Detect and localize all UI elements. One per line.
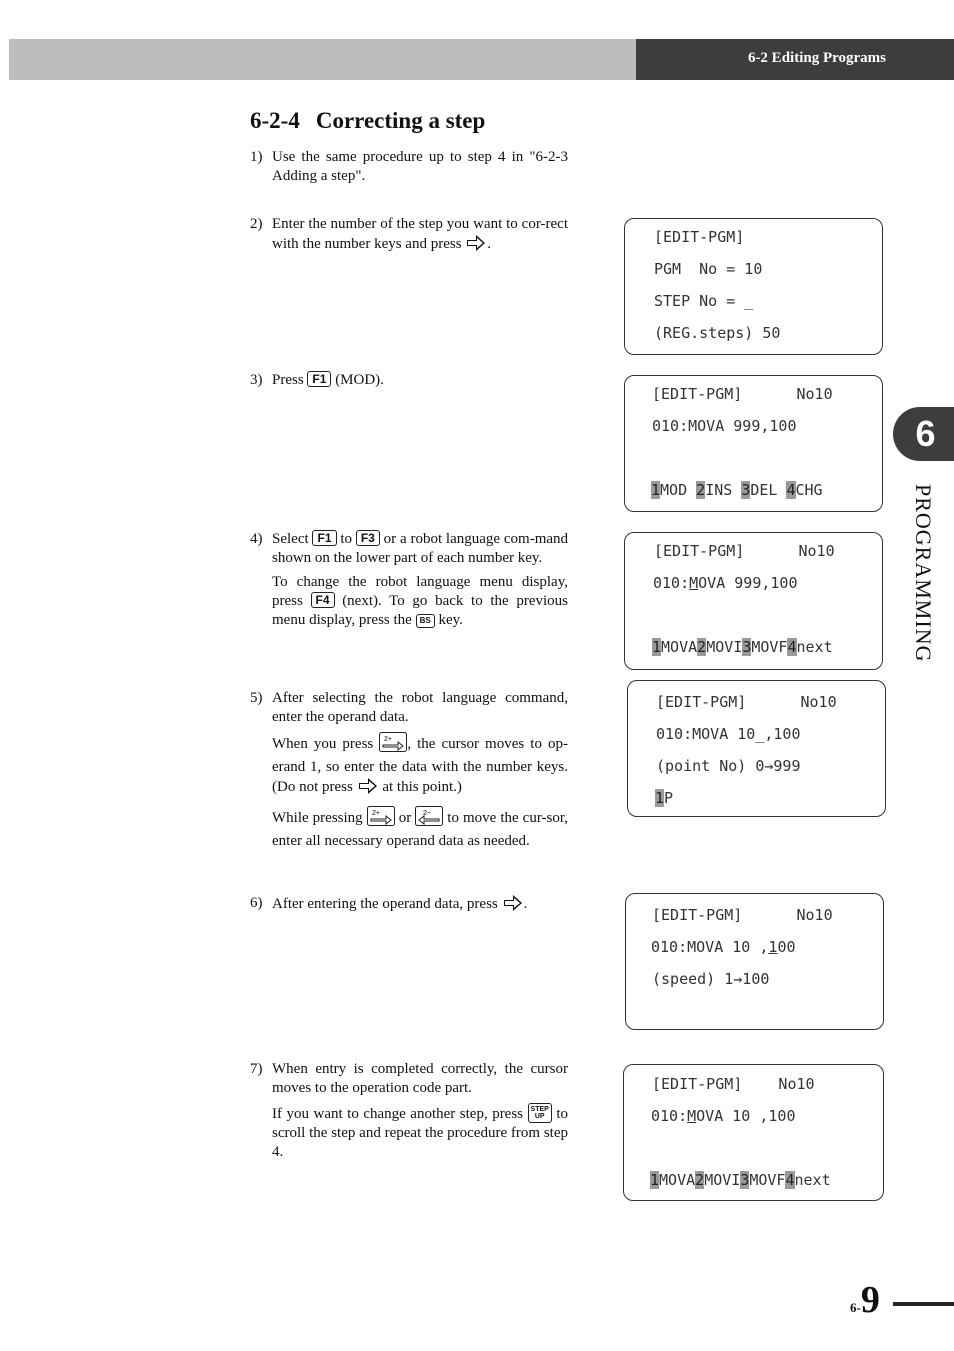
lcd-line: [EDIT-PGM] (654, 228, 745, 246)
lcd-screen-3 (624, 532, 883, 670)
lcd-line: [EDIT-PGM] No10 (652, 906, 833, 924)
lcd-line: [EDIT-PGM] No10 (654, 542, 835, 560)
step-2 (250, 215, 568, 263)
step-3 (250, 371, 568, 395)
lcd-menu: 1MOVA2MOVI3MOVF4next (652, 638, 833, 656)
step-text: or (398, 810, 412, 826)
f1-key: F1 (307, 371, 331, 387)
step-up-key-bottom: UP (534, 1113, 545, 1120)
step-text: If you want to change another step, press (272, 1106, 524, 1122)
step-text-end: . (523, 896, 528, 912)
step-6 (250, 894, 568, 923)
svg-text:2−: 2− (423, 810, 432, 817)
f4-key: F4 (311, 592, 335, 608)
lcd-line: 010:MOVA 10 ,100 (651, 938, 796, 956)
step-7 (250, 1060, 568, 1167)
enter-arrow-icon (357, 777, 379, 801)
section-heading (250, 108, 485, 134)
step-text: Press (272, 372, 304, 388)
step-text: After selecting the robot language command, enter the operand data. (272, 690, 568, 725)
step-number: 2) (250, 216, 263, 232)
page-number (850, 1278, 880, 1322)
lcd-line: 010:MOVA 999,100 (652, 417, 797, 435)
lcd-line: 010:MOVA 999,100 (653, 574, 798, 592)
lcd-line: (point No) 0→999 (656, 757, 801, 775)
step-text: Use the same procedure up to step 4 in "6-2-3 Adding a step". (272, 149, 568, 184)
lcd-screen-1 (624, 218, 883, 355)
lcd-screen-6 (623, 1064, 884, 1201)
step-text: key. (438, 612, 463, 628)
step-text: After entering the operand data, press (272, 896, 498, 912)
lcd-menu: 1P (655, 789, 674, 807)
chapter-number: 6 (915, 413, 936, 454)
step-text: to scroll the step and repeat the procedure from step 4. (272, 1106, 569, 1160)
lcd-menu: 1MOVA2MOVI3MOVF4next (650, 1171, 831, 1189)
step-text: or a robot language com-mand shown on the lower part of each number key. (272, 531, 569, 566)
lcd-line: STEP No = _ (654, 292, 754, 310)
lcd-line: 010:MOVA 10_,100 (656, 725, 801, 743)
step-text: Enter the number of the step you want to cor-rect with the number keys and press (272, 216, 568, 252)
lcd-line: PGM No = 10 (654, 260, 763, 278)
chapter-name: PROGRAMMING (911, 484, 936, 663)
lcd-screen-2 (624, 375, 883, 512)
lcd-line: (speed) 1→100 (652, 970, 770, 988)
lcd-menu: 1MOD 2INS 3DEL 4CHG (651, 481, 823, 499)
step-text: , the cursor moves to op-erand 1, so enter the data with the number keys. (Do not press (272, 736, 568, 795)
svg-text:2+: 2+ (371, 810, 380, 817)
svg-text:2+: 2+ (384, 736, 393, 743)
step-number: 1) (250, 149, 263, 165)
page-prefix: 6- (850, 1300, 861, 1315)
section-number: 6-2-4 (250, 108, 300, 133)
bs-key: BS (416, 614, 435, 628)
step-number: 4) (250, 531, 263, 547)
step-number: 5) (250, 690, 263, 706)
step-4 (250, 530, 568, 635)
lcd-screen-5 (625, 893, 884, 1030)
cursor-right-key-icon (379, 732, 407, 758)
lcd-line: [EDIT-PGM] No10 (656, 693, 837, 711)
enter-arrow-icon (465, 234, 487, 258)
header-title: 6-2 Editing Programs (747, 50, 886, 66)
lcd-line: (REG.steps) 50 (654, 324, 781, 342)
step-text: (next). To go back to the previous menu display, press the (272, 593, 569, 628)
chapter-tab (893, 407, 954, 461)
step-up-key-top: STEP (530, 1106, 549, 1113)
chapter-side-label (910, 484, 936, 664)
f3-key: F3 (356, 530, 380, 546)
cursor-left-key-icon (415, 806, 443, 832)
section-title: Correcting a step (315, 108, 486, 133)
step-text: to (340, 531, 352, 547)
lcd-line: 010:MOVA 10 ,100 (651, 1107, 796, 1125)
enter-arrow-icon (502, 894, 524, 918)
step-text: to move the cur-sor, enter all necessary operand data as needed. (272, 810, 569, 849)
step-1 (250, 148, 568, 191)
footer-rule (893, 1302, 954, 1306)
lcd-screen-4 (627, 680, 886, 817)
step-text: When entry is completed correctly, the cursor moves to the operation code part. (272, 1061, 568, 1096)
page-number-value: 9 (860, 1279, 880, 1321)
cursor-right-key-icon (367, 806, 395, 832)
step-text: To change the robot language menu display, press (272, 574, 568, 609)
step-text: at this point.) (382, 779, 462, 795)
step-number: 6) (250, 895, 263, 911)
step-text: Select (272, 531, 309, 547)
step-number: 3) (250, 372, 263, 388)
step-5 (250, 689, 568, 856)
lcd-line: [EDIT-PGM] No10 (652, 385, 833, 403)
step-text: When you press (272, 736, 374, 752)
step-text-end: . (487, 236, 492, 252)
step-text-end: (MOD). (335, 372, 384, 388)
step-number: 7) (250, 1061, 263, 1077)
lcd-line: [EDIT-PGM] No10 (652, 1075, 815, 1093)
step-up-key (528, 1103, 552, 1123)
f1-key: F1 (312, 530, 336, 546)
step-text: While pressing (272, 810, 363, 826)
